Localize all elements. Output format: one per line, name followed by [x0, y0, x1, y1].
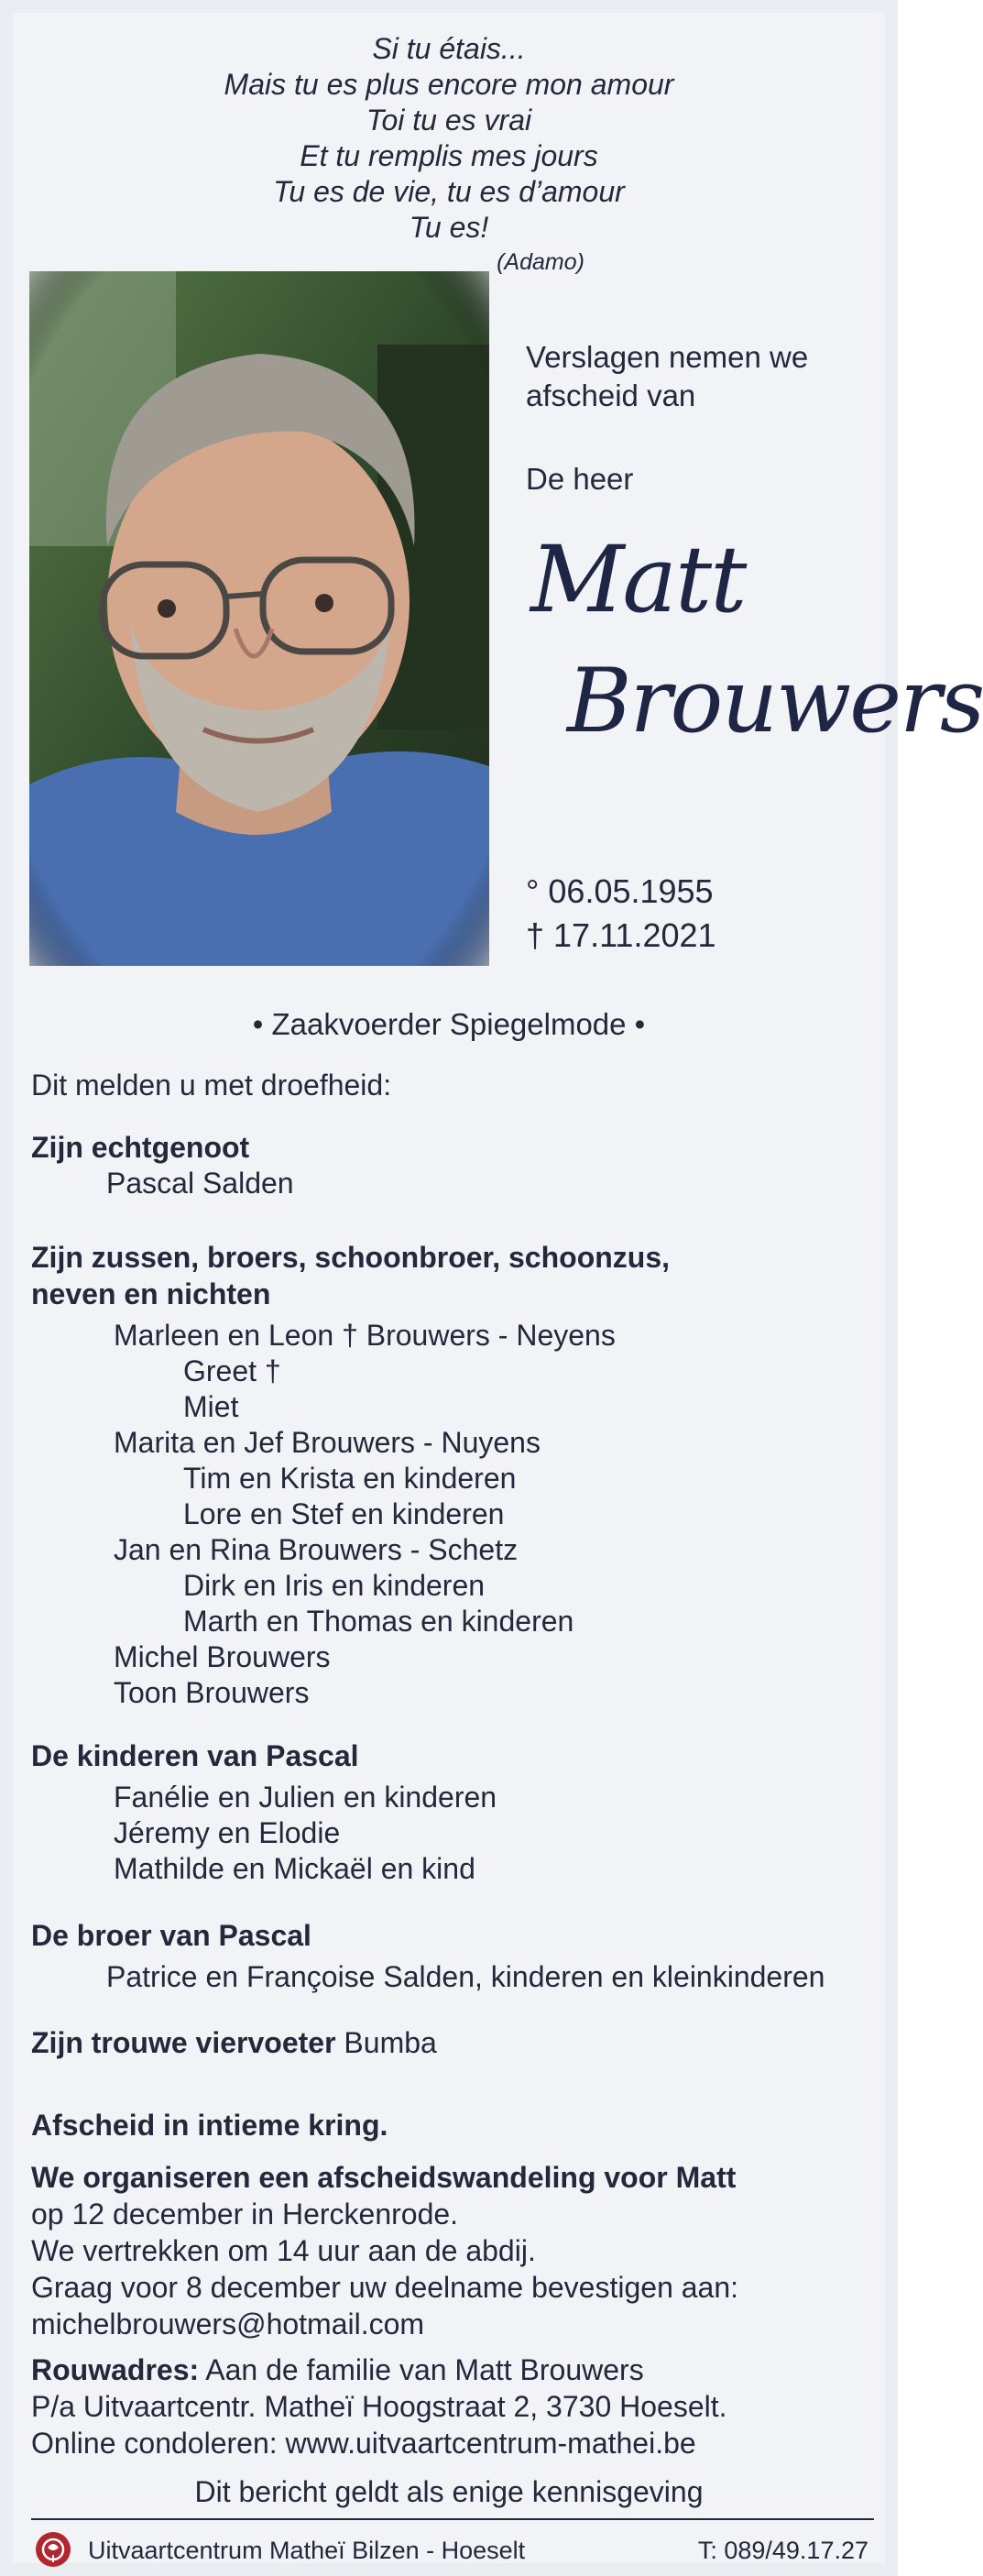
poem-author: (Adamo) [497, 249, 584, 275]
list-item: Michel Brouwers [114, 1640, 331, 1673]
walk-line: op 12 december in Herckenrode. [31, 2198, 459, 2231]
list-item: Fanélie en Julien en kinderen [114, 1781, 497, 1814]
brother-heading: De broer van Pascal [31, 1919, 311, 1952]
list-item: Dirk en Iris en kinderen [183, 1569, 486, 1602]
children-heading: De kinderen van Pascal [31, 1739, 359, 1772]
announcement-intro [526, 338, 883, 415]
deceased-last-name: Brouwers [567, 650, 983, 752]
walk-email[interactable]: michelbrouwers@hotmail.com [31, 2307, 425, 2340]
list-item: Tim en Krista en kinderen [183, 1462, 517, 1495]
farewell-section [31, 2107, 874, 2143]
list-item: Marleen en Leon † Brouwers - Neyens [114, 1319, 616, 1352]
list-item: Lore en Stef en kinderen [183, 1497, 505, 1530]
life-dates [526, 870, 716, 958]
portrait-photo [29, 271, 489, 966]
notice-text: Dit bericht geldt als enige kennisgeving [194, 2475, 704, 2508]
obituary-sheet [13, 13, 983, 2564]
list-item: Marth en Thomas en kinderen [183, 1605, 574, 1638]
footer-divider [31, 2518, 874, 2520]
announcement-line: afscheid van [526, 378, 696, 412]
siblings-heading: Zijn zussen, broers, schoonbroer, schoonzus, [31, 1241, 671, 1274]
spouse-section [31, 1129, 874, 1201]
pet-name: Bumba [344, 2026, 437, 2059]
list-item: Miet [183, 1390, 239, 1423]
list-item: Mathilde en Mickaël en kind [114, 1852, 475, 1885]
poem-line: Tu es! [409, 211, 489, 244]
funeral-home-phone: T: 089/49.17.27 [697, 2537, 868, 2564]
list-item: Marita en Jef Brouwers - Nuyens [114, 1426, 541, 1459]
farewell-text: Afscheid in intieme kring. [31, 2109, 388, 2142]
spouse-heading: Zijn echtgenoot [31, 1131, 250, 1164]
walk-heading: We organiseren een afscheidswandeling voor Matt [31, 2161, 737, 2194]
poem-line: Tu es de vie, tu es d’amour [273, 175, 625, 208]
poem-line: Si tu étais... [372, 32, 526, 65]
footer [31, 2531, 874, 2570]
birth-date: ° 06.05.1955 [526, 872, 714, 910]
deceased-title: De heer [526, 462, 634, 496]
pet-label: Zijn trouwe viervoeter [31, 2026, 336, 2059]
funeral-home-name: Uitvaartcentrum Matheï Bilzen - Hoeselt [88, 2537, 526, 2564]
intro-text [31, 1067, 874, 1103]
address-line: P/a Uitvaartcentr. Matheï Hoogstraat 2, 3730 Hoeselt. [31, 2390, 727, 2423]
siblings-heading: neven en nichten [31, 1277, 271, 1310]
brother-text: Patrice en Françoise Salden, kinderen en kleinkinderen [106, 1960, 825, 1993]
address-line: Aan de familie van Matt Brouwers [205, 2353, 644, 2386]
poem [13, 31, 885, 279]
list-item: Toon Brouwers [114, 1676, 310, 1709]
address-label: Rouwadres: [31, 2353, 200, 2386]
walk-line: Graag voor 8 december uw deelname bevestigen aan: [31, 2271, 739, 2304]
announcement-line: Verslagen nemen we [526, 340, 809, 374]
condolence-link[interactable]: Online condoleren: www.uitvaartcentrum-mathei.be [31, 2427, 696, 2460]
poem-line: Et tu remplis mes jours [300, 139, 598, 172]
poem-line: Toi tu es vrai [366, 104, 532, 137]
list-item: Greet † [183, 1354, 281, 1387]
rose-icon [35, 2531, 71, 2568]
death-date: † 17.11.2021 [526, 916, 716, 954]
walk-section [31, 2159, 874, 2342]
spouse-name: Pascal Salden [106, 1167, 294, 1200]
occupation: • Zaakvoerder Spiegelmode • [252, 1007, 646, 1041]
poem-line: Mais tu es plus encore mon amour [224, 68, 674, 101]
children-section [31, 1737, 874, 1887]
intro-line: Dit melden u met droefheid: [31, 1069, 392, 1102]
list-item: Jéremy en Elodie [114, 1816, 341, 1849]
deceased-first-name: Matt [530, 526, 746, 633]
pet-section [31, 2024, 874, 2061]
brother-section [31, 1917, 874, 1995]
walk-line: We vertrekken om 14 uur aan de abdij. [31, 2234, 536, 2267]
list-item: Jan en Rina Brouwers - Schetz [114, 1533, 519, 1566]
siblings-section [31, 1239, 874, 1711]
address-section [31, 2351, 874, 2461]
